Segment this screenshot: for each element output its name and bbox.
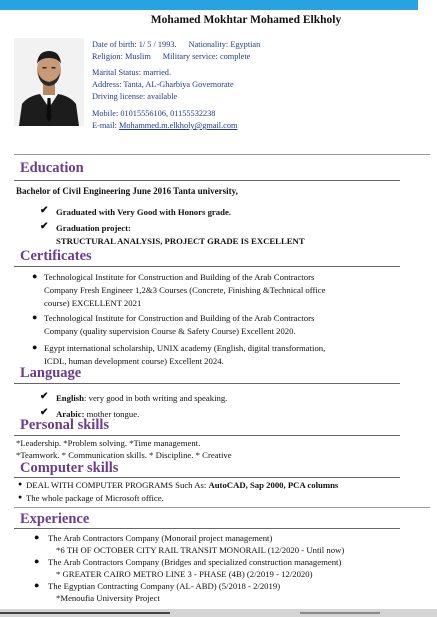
divider	[14, 528, 400, 529]
top-accent-bar	[0, 0, 418, 10]
divider	[14, 507, 430, 508]
language-english: English: very good in both writing and speaking.	[56, 393, 228, 403]
education-heading: Education	[20, 160, 84, 176]
certificate-line: Company (quality supervision Course & Safety Course) Excellent 2020.	[44, 326, 296, 336]
experience-project: *6 TH OF OCTOBER CITY RAIL TRANSIT MONORAIL (12/2020 - Until now)	[56, 545, 345, 555]
check-icon: ✔	[40, 205, 49, 216]
divider	[14, 154, 430, 155]
computer-skills-heading: Computer skills	[20, 460, 119, 476]
bullet-icon: ●	[32, 342, 38, 352]
graduation-project: STRUCTURAL ANALYSIS, PROJECT GRADE IS EXCELLENT	[56, 236, 305, 246]
certificates-heading: Certificates	[20, 248, 92, 264]
computer-skills-office: The whole package of Microsoft office.	[26, 493, 164, 503]
bullet-icon: ●	[32, 312, 38, 322]
bullet-icon: ●	[34, 580, 40, 590]
language-arabic: Arabic: mother tongue.	[56, 409, 140, 419]
email-link[interactable]: Mohammed.m.elkholy@gmail.com	[118, 121, 238, 130]
dob-nationality-line: Date of birth: 1/ 5 / 1993. Nationality: Egyptian	[92, 40, 261, 49]
divider	[14, 383, 400, 384]
bullet-icon: ●	[32, 271, 38, 281]
check-icon: ✔	[40, 221, 49, 232]
bullet-icon: ●	[18, 480, 23, 488]
personal-skills-line: *Teamwork. * Communication skills. * Discipline. * Creative	[16, 450, 232, 460]
check-icon: ✔	[40, 407, 49, 418]
candidate-name: Mohamed Mokhtar Mohamed Elkholy	[150, 14, 342, 26]
marital-status: Marital Status: married.	[92, 68, 172, 77]
education-item: Graduation project:	[56, 223, 131, 233]
address: Address: Tanta, AL-Gharbiya Governorate	[92, 80, 234, 89]
certificate-line: course) EXCELLENT 2021	[44, 298, 142, 308]
computer-skills-programs: DEAL WITH COMPUTER PROGRAMS Such As: AutoCAD, Sap 2000, PCA columns	[26, 480, 339, 490]
bullet-icon: ●	[18, 493, 23, 501]
divider	[14, 180, 400, 181]
divider	[14, 477, 400, 478]
experience-company: The Arab Contractors Company (Monorail project management)	[48, 533, 273, 543]
degree: Bachelor of Civil Engineering June 2016 Tanta university,	[16, 186, 238, 196]
bullet-icon: ●	[34, 556, 40, 566]
religion-military-line: Religion: Muslim Military service: complete	[92, 52, 251, 61]
experience-heading: Experience	[20, 511, 90, 527]
check-icon: ✔	[40, 391, 49, 402]
mobile: Mobile: 01015556106, 01155532238	[92, 109, 216, 118]
divider	[14, 435, 400, 436]
language-heading: Language	[20, 365, 82, 381]
personal-skills-heading: Personal skills	[20, 417, 110, 433]
certificate-line: Egypt international scholarship, UNIX academy (English, digital transformation,	[44, 343, 326, 353]
divider	[14, 266, 400, 267]
bullet-icon: ●	[34, 532, 40, 542]
certificate-line: Company Fresh Engineer 1,2&3 Courses (Concrete, Finishing &Technical office	[44, 285, 326, 295]
certificate-line: Technological Institute for Construction and Building of the Arab Contractors	[44, 313, 315, 323]
experience-project: *Menoufia University Project	[56, 593, 160, 603]
experience-company: The Arab Contractors Company (Bridges and specialized construction management)	[48, 557, 342, 567]
profile-photo	[14, 38, 84, 126]
personal-skills-line: *Leadership. *Problem solving. *Time management.	[16, 438, 201, 448]
education-item: Graduated with Very Good with Honors grade.	[56, 207, 231, 217]
bottom-scroll-bar	[0, 609, 437, 617]
experience-project: * GREATER CAIRO METRO LINE 3 - PHASE (4B) (2/2019 - 12/2020)	[56, 569, 313, 579]
experience-company: The Egyptian Contracting Company (AL- ABD) (5/2018 - 2/2019)	[48, 581, 281, 591]
email-line: E-mail: Mohammed.m.elkholy@gmail.com	[92, 121, 238, 130]
driving-license: Driving license: available	[92, 92, 178, 101]
certificate-line: ICDL, human development course) Excellent 2024.	[44, 356, 224, 366]
certificate-line: Technological Institute for Construction and Building of the Arab Contractors	[44, 272, 315, 282]
